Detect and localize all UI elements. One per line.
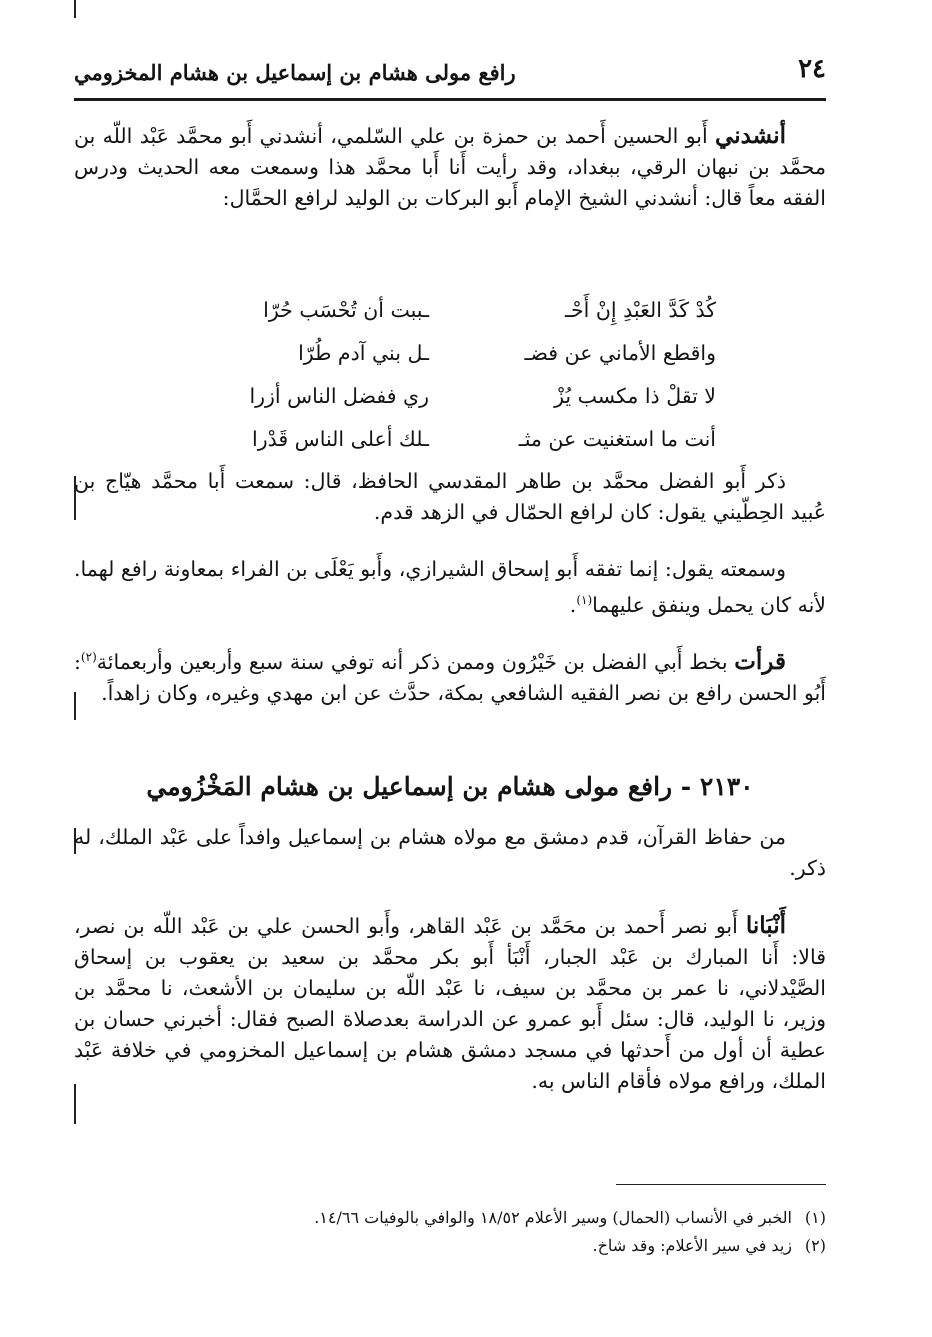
running-title: رافع مولى هشام بن إسماعيل بن هشام المخزومي [74,60,516,85]
paragraph-text: أَبو الحسين أَحمد بن حمزة بن علي السّلمي، أنشدني أَبو محمَّد عَبْد اللّه بن محمَّد بن نبهان الرقي، ببغداد، وقد رأيت أَنا أَبا محمَّد هذا وسمعت معه الحديث ودرس الفقه معاً قال: أنشدني الشيخ الإمام أَبو البركات بن الوليد لرافع الحمَّال: [74,124,826,210]
paragraph-text: من حفاظ القرآن، قدم دمشق مع مولاه هشام بن إسماعيل وافداً على عَبْد الملك، له ذكر. [74,825,826,880]
lead-word: قرأت [734,647,786,675]
verse-line [184,374,716,417]
entry-heading: ٢١٣٠ - رافع مولى هشام بن إسماعيل بن هشام المَخْزُومي [146,772,754,801]
footnotes [74,1204,826,1260]
margin-rule [74,0,76,18]
footnote-marker: (٢) [80,650,97,664]
verse-first-hemistich: واقطع الأماني عن فضـ [524,340,716,365]
book-page [74,48,826,1308]
opening-paragraph [74,120,826,214]
footnote-marker: (١) [576,593,593,607]
narration-paragraph [74,642,826,709]
page-number: ٢٤ [798,54,826,84]
narration-paragraph: وسمعته يقول: إنما تفقه أَبو إسحاق الشيرازي، وأَبو يَعْلَى بن الفراء بمعاونة رافع لهما. لأنه كان يحمل وينفق عليهما$^{(١)}$. [74,557,826,617]
paragraph-text: وسمعته يقول: إنما تفقه أَبو إسحاق الشيرازي، وأَبو يَعْلَى بن الفراء بمعاونة رافع لهما. لأنه كان يحمل وينفق عليهما [74,557,826,617]
footnote [74,1204,826,1232]
verse-second-hemistich: ـببت أن تُحْسَب حُرّا [263,297,429,322]
verse-first-hemistich: أنت ما استغنيت عن مثـ [518,426,716,451]
footnote-text: زيد في سير الأعلام: وقد شاخ. [592,1236,792,1255]
footnote-divider [616,1184,826,1185]
narration-paragraph [74,466,826,528]
paragraph-text: أَبو نصر أَحمد بن محَمَّد بن عَبْد القاهر، وأَبو الحسن علي بن عَبْد اللّه بن نصر، قالا: أَنا المبارك بن عَبْد الجبار، أَنْبَأ أَبو بكر محمَّد بن سعيد بن يعقوب بن إسحاق الصَّيْدلاني، نا عمر بن محمَّد بن سيف، نا عَبْد اللّه بن سليمان بن الأشعث، نا محمَّد بن وزير، نا الوليد، قال: سئل أَبو عمرو عن الدراسة بعدصلاة الصبح فقال: أخبرني حسان بن عطية أن أول من أَحدثها في مسجد دمشق هشام بن إسماعيل المخزومي في خلافة عَبْد الملك، ورافع مولاه فأقام الناس به. [74,914,826,1093]
verse-first-hemistich: كُدْ كَدَّ العَبْدِ إِنْ أَحْـ [564,297,716,322]
isnad-paragraph [74,910,826,1097]
verse-second-hemistich: ري ففضل الناس أزرا [249,383,429,408]
lead-word: أنشدني [715,122,786,149]
verse-line [184,417,716,460]
footnote-text: الخبر في الأنساب (الحمال) وسير الأعلام ١٨/٥٢ والوافي بالوفيات ١٤/٦٦. [314,1208,792,1227]
paragraph-text: : أَبُو الحسن رافع بن نصر الفقيه الشافعي بمكة، حدَّث عن ابن مهدي وغيره، وكان زاهداً. [74,649,826,705]
verse-line [184,331,716,374]
lead-word: أَنْبَانا [745,912,786,939]
footnote-number: (١) [804,1208,826,1227]
footnote-number: (٢) [804,1236,826,1255]
verse-line [184,288,716,331]
poem [184,288,716,460]
entry-intro [74,822,826,884]
verse-second-hemistich: ـلك أعلى الناس قَدْرا [252,426,429,451]
page-header [74,48,826,101]
footnote [74,1232,826,1260]
paragraph-text: بخط أَبي الفضل بن خَيْرُون وممن ذكر أنه توفي سنة سبع وأربعين وأربعمائة [96,649,735,674]
paragraph-text: ذكر أَبو الفضل محمَّد بن طاهر المقدسي الحافظ، قال: سمعت أَبا محمَّد هيّاج بن عُبيد الحِطّيني يقول: كان لرافع الحمّال في الزهد قدم. [74,469,826,524]
verse-second-hemistich: ـل بني آدم طُرّا [298,340,429,365]
verse-first-hemistich: لا تقلْ ذا مكسب يُزْ [554,383,716,408]
